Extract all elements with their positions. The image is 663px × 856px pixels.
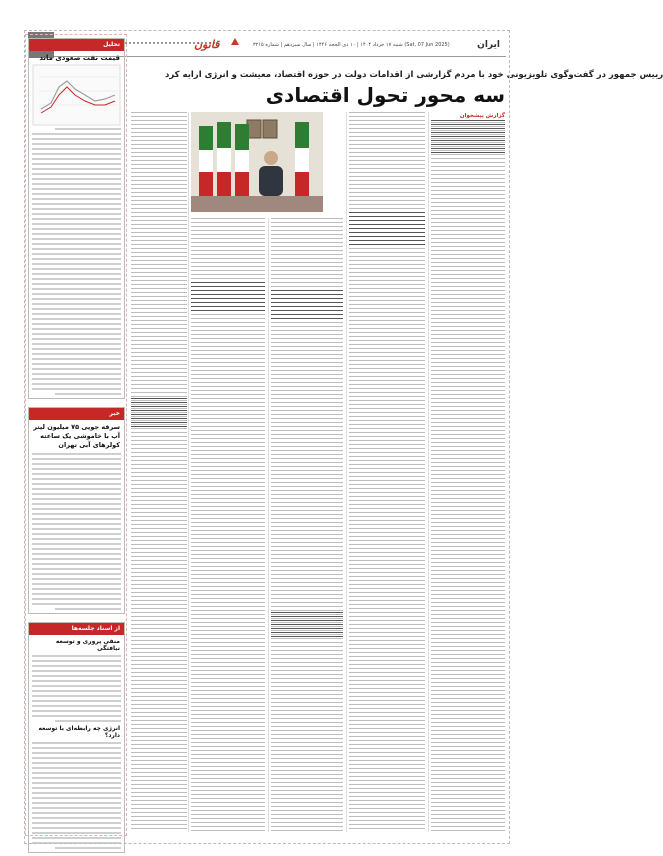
sidebar-tag: تحلیل [29,39,124,51]
article-headline: سه محور تحول اقتصادی [265,83,505,107]
issue-date-line: شنبه ۱۷ خرداد ۱۴۰۴ | ۱۰ ذی الحجه ۱۴۴۶ | سال سیزدهم | شماره ۳۲۱۵ (Sat, 07 Jun 2025) [253,42,450,48]
article-deck: رییس جمهور در گفت‌وگوی تلویزیونی خود با مردم گزارشی از اقدامات دولت در حوزه اقتصاد، معیشت و انرژی ارایه کرد [165,70,663,80]
section-title: ایران [477,40,500,50]
newspaper-logo: قانون [194,38,220,51]
sidebar-box-title: قیمت نفت صعودی ماند [39,54,120,62]
lead-label: گزارش پیشخوان [459,113,505,119]
sidebar-tag: از اسناد جلسه‌ها [29,623,124,635]
sidebar-box-title: منفی پروری و توسعه نیافتگی [55,638,120,652]
sidebar-tag: خبر [29,408,124,420]
sidebar-box-title: انرژی چه رابطه‌ای با توسعه دارد؟ [38,725,120,739]
page-frame [24,30,663,844]
sidebar-box-title: سرقه جویی ۷۵ میلیون لیتر آب با خاموشی یک ساعته کولرهای آبی تهران [33,423,120,449]
